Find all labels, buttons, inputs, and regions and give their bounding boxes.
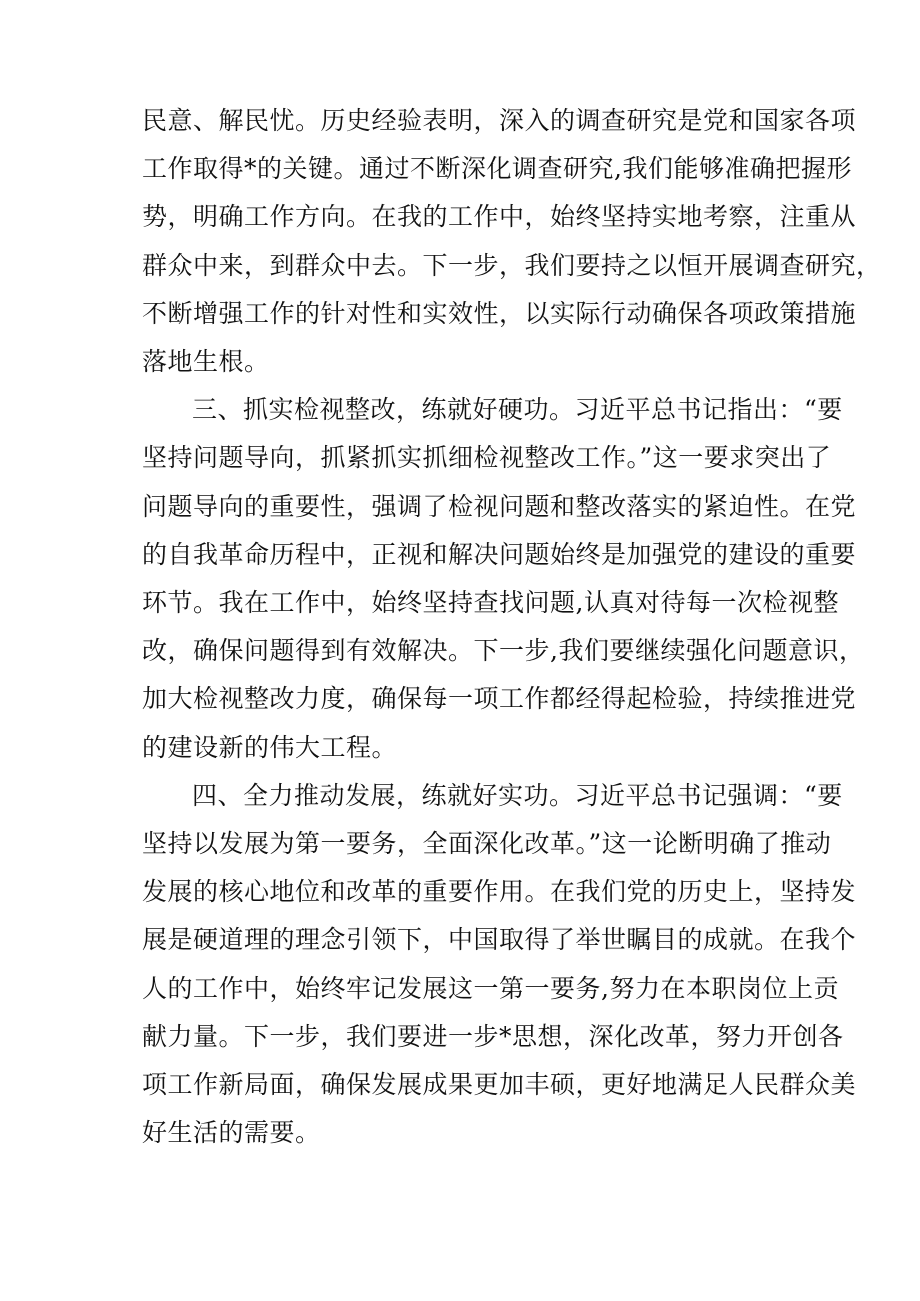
document-body <box>142 97 882 1157</box>
paragraph-3-promote-development <box>142 772 857 1158</box>
paragraph-2-inspection-rectification <box>142 386 865 772</box>
paragraph-line: 坚持问题导向，抓紧抓实抓细检视整改工作。”这一要求突出了 <box>142 443 832 473</box>
paragraph-1 <box>142 97 882 386</box>
paragraph-line: 项工作新局面，确保发展成果更加丰硕，更好地满足人民群众美 <box>142 1070 857 1100</box>
paragraph-line: 发展的核心地位和改革的重要作用。在我们党的历史上，坚持发 <box>142 877 857 907</box>
paragraph-line: 人的工作中，始终牢记发展这一第一要务,努力在本职岗位上贡 <box>142 973 839 1003</box>
paragraph-line: 坚持以发展为第一要务，全面深化改革。”这一论断明确了推动 <box>142 829 832 859</box>
paragraph-line: 群众中来，到群众中去。下一步，我们要持之以恒开展调查研究， <box>142 250 882 280</box>
paragraph-heading-line: 三、抓实检视整改，练就好硬功。习近平总书记指出：“要 <box>192 395 843 425</box>
paragraph-line: 的建设新的伟大工程。 <box>142 732 398 762</box>
paragraph-line: 民意、解民忧。历史经验表明，深入的调查研究是党和国家各项 <box>142 106 857 135</box>
paragraph-line: 环节。我在工作中，始终坚持查找问题,认真对待每一次检视整 <box>142 588 839 618</box>
paragraph-line: 的自我革命历程中，正视和解决问题始终是加强党的建设的重要 <box>142 539 857 569</box>
paragraph-line: 不断增强工作的针对性和实效性，以实际行动确保各项政策措施 <box>142 298 857 328</box>
paragraph-line: 展是硬道理的理念引领下，中国取得了举世瞩目的成就。在我个 <box>142 925 857 955</box>
paragraph-line: 改，确保问题得到有效解决。下一步,我们要继续强化问题意识， <box>142 636 865 666</box>
paragraph-line: 势，明确工作方向。在我的工作中，始终坚持实地考察，注重从 <box>142 202 857 232</box>
paragraph-line: 落地生根。 <box>142 347 270 377</box>
paragraph-line: 献力量。下一步，我们要进一步*思想，深化改革，努力开创各 <box>142 1021 844 1051</box>
paragraph-line: 工作取得*的关键。通过不断深化调查研究,我们能够准确把握形 <box>142 154 852 184</box>
paragraph-line: 好生活的需要。 <box>142 1118 321 1148</box>
paragraph-line: 问题导向的重要性，强调了检视问题和整改落实的紧迫性。在党 <box>142 491 857 521</box>
paragraph-line: 加大检视整改力度，确保每一项工作都经得起检验，持续推进党 <box>142 684 857 714</box>
paragraph-heading-line: 四、全力推动发展，练就好实功。习近平总书记强调：“要 <box>192 780 843 810</box>
